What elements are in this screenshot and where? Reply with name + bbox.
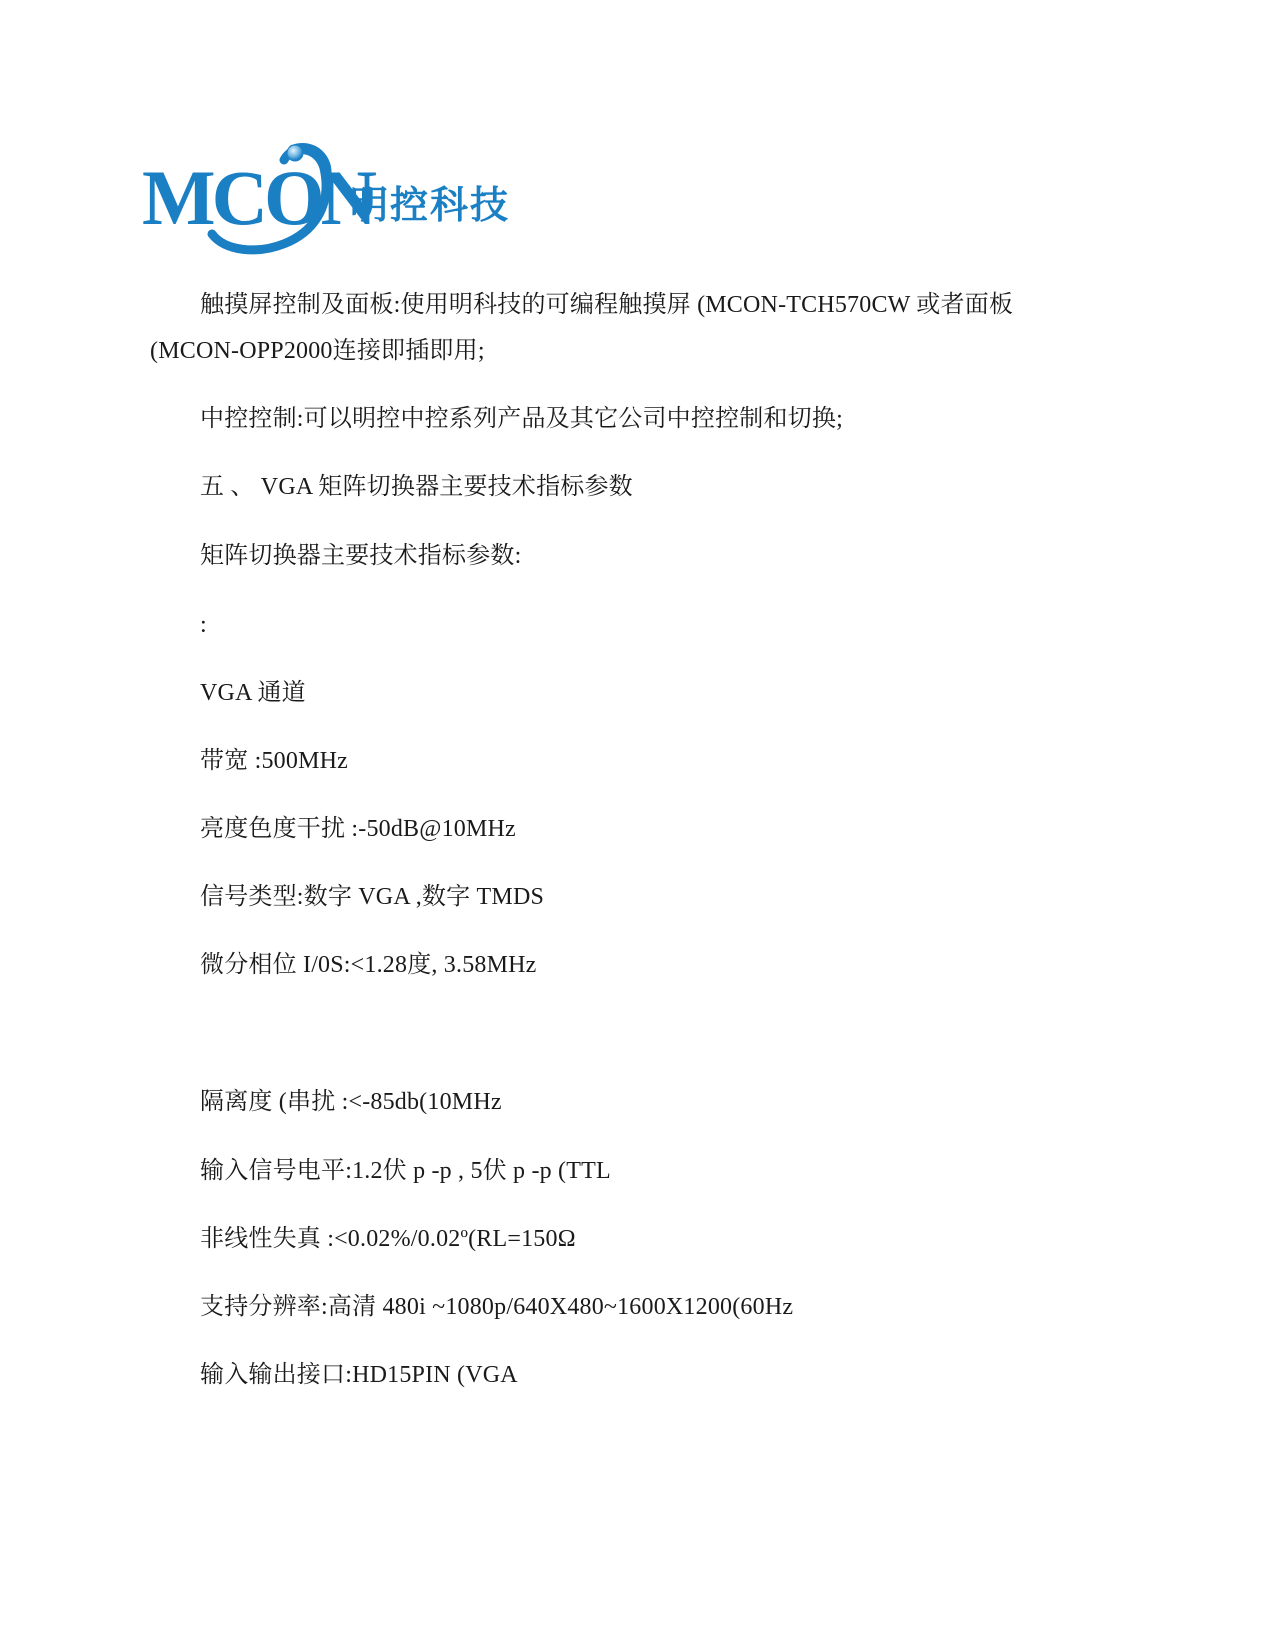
spec-nonlinear-distortion: 非线性失真 :<0.02%/0.02º(RL=150Ω — [200, 1226, 576, 1252]
logo-chinese-text: 明控科技 — [350, 183, 511, 227]
spec-resolution: 支持分辨率:高清 480i ~1080p/640X480~1600X1200(60Hz — [200, 1294, 794, 1320]
spec-bandwidth: 带宽 :500MHz — [200, 748, 348, 774]
paragraph-touchscreen: 触摸屏控制及面板:使用明科技的可编程触摸屏 (MCON-TCH570CW 或者面板 — [200, 292, 1014, 318]
logo-latin-text: MCON — [142, 154, 373, 241]
spec-input-level: 输入信号电平:1.2伏 p -p , 5伏 p -p (TTL — [200, 1158, 611, 1184]
spec-isolation: 隔离度 (串扰 :<-85db(10MHz — [200, 1089, 502, 1115]
paragraph-central-control: 中控控制:可以明控中控系列产品及其它公司中控控制和切换; — [200, 406, 843, 432]
paragraph-colon: : — [200, 612, 207, 638]
company-logo — [142, 138, 532, 262]
paragraph-touchscreen-cont: (MCON-OPP2000连接即插即用; — [150, 338, 485, 364]
spec-signal-type: 信号类型:数字 VGA ,数字 TMDS — [200, 884, 545, 910]
spec-vga-channel: VGA 通道 — [200, 680, 306, 706]
spec-interference: 亮度色度干扰 :-50dB@10MHz — [200, 816, 516, 842]
paragraph-spec-intro: 矩阵切换器主要技术指标参数: — [200, 543, 522, 569]
spec-io-interface: 输入输出接口:HD15PIN (VGA — [200, 1362, 518, 1388]
section-heading: 五 、 VGA 矩阵切换器主要技术指标参数 — [200, 474, 633, 500]
spec-differential-phase: 微分相位 I/0S:<1.28度, 3.58MHz — [200, 952, 537, 978]
